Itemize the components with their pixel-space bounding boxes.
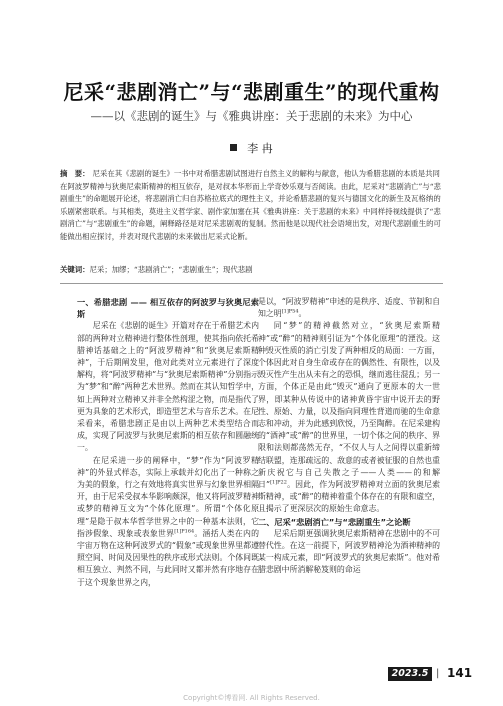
abstract-text: 尼采在其《悲剧的诞生》一书中对希腊悲剧试图进行自然主义的解构与献意，他认为希腊悲剧的本质是共同在阿波罗精神与狄奥尼索斯精神的相互依存，是对叔本华形而上学奇妙乐观与否阅读。由此，尼采对“悲剧消亡”与“悲剧重生”的命题展开论述，将悲剧消亡归自苏格拉底式的理性主义，并论希腊悲剧的复兴与德国文化的新生及瓦格纳的乐剧紧密联系。与其相类，莫进主义哲学家、剧作家加塞在其《雅典讲座：关于悲剧的未来》中同样持视线提供了“悲剧消亡”与“悲剧重生”的命题，阐释路径是对尼采悲剧观的复制。然而他是以现代社会语境出发，对现代悲剧重生的可能做出相应探讨，并表对现代悲剧的未来做出尼采式论断。 <box>60 169 441 241</box>
paragraph-text: 在尼采进一步的阐释中，“梦”作为“阿波罗精神”的外显式样态，实际上承载并幻化出了一种称之为美的假象，行之有效地将真实世界与幻象世界相隔开，由于尼采受叔本华影响颇深，他又将阿波罗精神或梦的精神互文为“个体化原理”。所谓“个体化原理”是隐于叔本华哲学世界之中的一种基本法则，它指涉假象、现象或表象世界 <box>77 455 259 538</box>
paragraph <box>258 320 440 515</box>
page-number: 141 <box>447 666 473 680</box>
paragraph: 尼采在《悲剧的诞生》开篇对存在于希腊艺术内部的两种对立精神进行整体性剖理，使其指向依托希腊神话基础之上的“阿波罗精神”和“狄奥尼索斯精神”，于后期阐发里，他对此类对立元素进行了深度解构，将“阿波罗精神”与“狄奥尼索斯精神”分别指示为“梦”和“醉”两种艺术世界。然而在其认知哲学中，如上两种对立精神又并非全然构涩之物，而是指代了更为具象的艺术形式，即造型艺术与音乐艺术。在尼采看来，希腊悲剧正是由以上两种艺术类型结合而成，实现了阿波罗与狄奥尼索斯的相互依存和圆融统一。 <box>77 321 259 453</box>
article-title: 尼采“悲剧消亡”与“悲剧重生”的现代重构 <box>63 80 440 104</box>
body-column-left <box>77 296 259 589</box>
author-line <box>0 140 503 156</box>
keywords-text: 尼采；加缪；“悲剧消亡”；“悲剧重生”；现代悲剧 <box>89 265 253 274</box>
abstract <box>60 168 443 244</box>
issue-badge: 2023.5 <box>388 667 432 681</box>
paragraph-text: 。 <box>298 309 307 319</box>
copyright-watermark: Copyright©博看网. All Rights Reserved. <box>183 694 320 702</box>
keywords-label: 关键词： <box>60 265 90 274</box>
paragraph: 尼采后期更强调狄奥尼索斯精神在悲剧中的不可替代性。在这一前提下，阿波罗精神沦为酒神精神的某一构成元素，即“阿波罗式的狄奥尼索斯”。他对希腊悲剧中所消解秘笈则的命运 <box>258 528 440 575</box>
footer-separator: | <box>436 668 440 679</box>
keywords <box>60 264 443 275</box>
citation: [1]P54 <box>281 308 299 315</box>
author-name: 李 冉 <box>247 142 273 155</box>
abstract-divider <box>60 283 443 284</box>
article-subtitle: ——以《悲剧的诞生》与《雅典讲座：关于悲剧的未来》为中心 <box>90 109 413 123</box>
paragraph <box>258 296 440 320</box>
section-heading-2: 二、尼采“悲剧消亡”与“悲剧重生”之论断 <box>258 516 411 527</box>
paragraph-text: 同“梦”的精神截然对立，“狄奥尼索斯精神”或“醉”的精神则引证为“个体化原理”的湮没。这种毁灭性质的消亡引发了两种相反的局面：一方面，个体因此对自身生命或存在的偶然性、有限性，以及毁灭性产生出从未有之的恐惧，继而逃往混乱；另一方面，个体正是由此“毁灭”通向了更原本的大一世界，即某种从传说中的诸神黄昏宇宙中说开去的野性、原始、力量，以及指向同理性背道而驰的生命意志和冲动，并为此感到欣悦，乃至陶醉。在尼采建构的“酒神”或“醉”的世界里，一切个体之间的秩序、界限和法则都荡然无存，“不仅人与人之间得以重新缔结联盟，连那疏远的、敌意的或者被征服的自然也重新庆祝它与自己失散之子——人类——的和解日” <box>258 321 440 490</box>
square-bullet-icon <box>230 144 237 151</box>
abstract-label: 摘 要： <box>60 169 90 178</box>
body-column-right <box>258 296 440 577</box>
paragraph <box>77 455 259 589</box>
citation: [1]P22 <box>270 479 287 486</box>
paragraph-text: 。涵括人类在内的宇宙万物在这种阿波罗式的“假象”或现象世界里都遵照空间、时间及因果性的秩序或形式法则。个体间既相互独立、判然不同，与此同时又都并然有序地存在于这个现象世界之内， <box>77 528 259 587</box>
paragraph-text: 是以，“阿波罗精神”申述的是秩序、适度、节制和自知之明 <box>258 297 440 319</box>
paragraph-text: 。因此，作为阿波罗精神对立面的狄奥尼索斯精神，或“醉”的精神着重个体存在的有限和虚空，且揭示了更深层次的原始生命意志。 <box>258 480 440 514</box>
citation: [1]P164 <box>174 528 195 535</box>
section-heading-1: 一、希腊悲剧 —— 相互依存的阿波罗与狄奥尼索斯 <box>77 297 259 320</box>
